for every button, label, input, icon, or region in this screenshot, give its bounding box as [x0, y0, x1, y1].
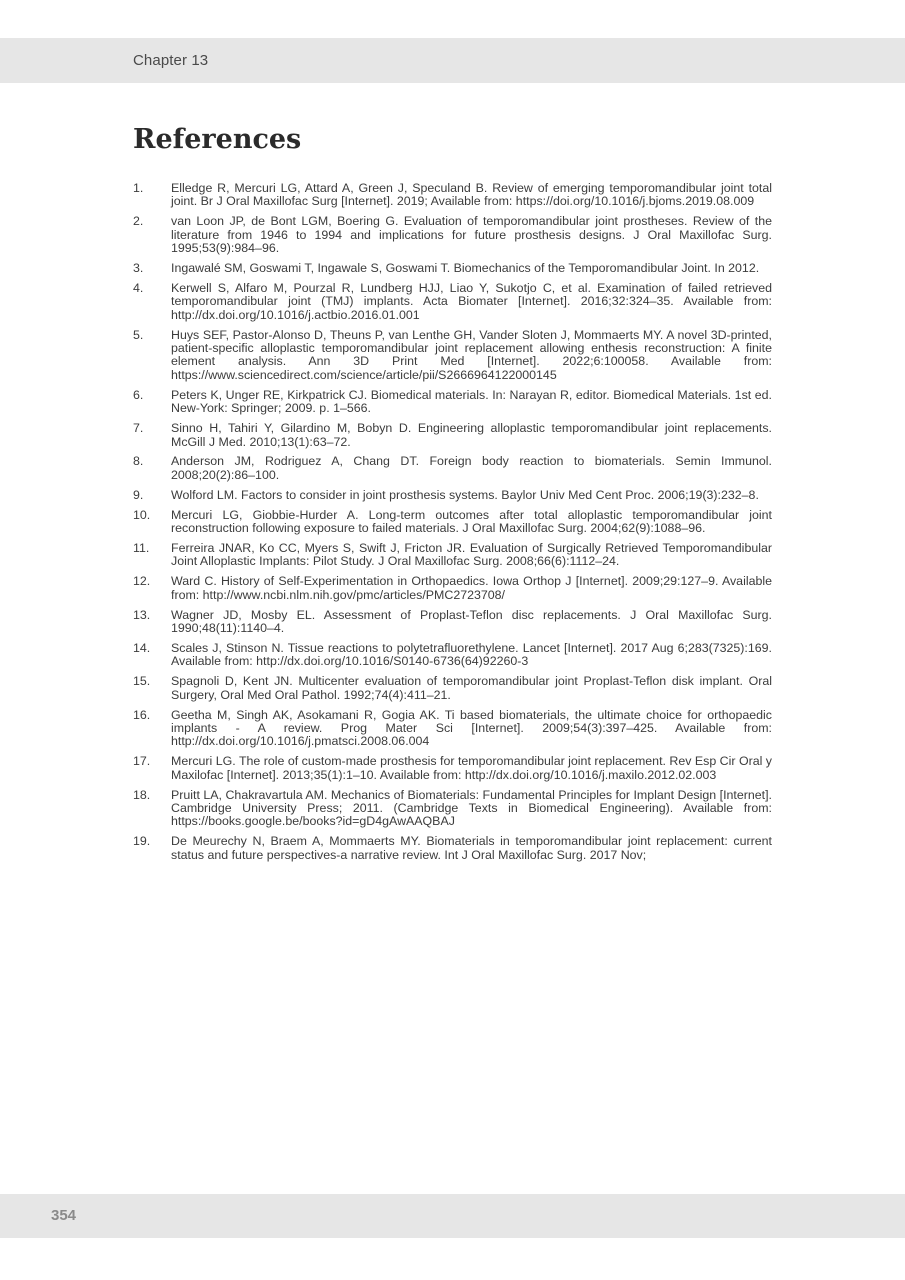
reference-item: [133, 575, 772, 602]
reference-text: Spagnoli D, Kent JN. Multicenter evaluation of temporomandibular joint Proplast-Teflon disk implant. Oral Surgery, Oral Med Oral Pathol. 1992;74(4):411–21.: [171, 674, 772, 702]
reference-number: 5.: [133, 327, 144, 342]
page-footer: [0, 1194, 905, 1238]
reference-number: 8.: [133, 454, 144, 469]
reference-item: [133, 489, 772, 502]
reference-text: Ward C. History of Self-Experimentation in Orthopaedics. Iowa Orthop J [Internet]. 2009;29:127–9. Available from: http://www.ncbi.nlm.nih.gov/pmc/articles/PMC2723708/: [171, 574, 772, 602]
reference-number: 12.: [133, 574, 151, 589]
reference-item: [133, 755, 772, 782]
reference-item: [133, 835, 772, 862]
reference-text: Ferreira JNAR, Ko CC, Myers S, Swift J, Fricton JR. Evaluation of Surgically Retrieved Temporomandibular Joint Alloplastic Implants: Pilot Study. J Oral Maxillofac Surg. 2008;66(6):1112–24.: [171, 540, 772, 569]
reference-text: Sinno H, Tahiri Y, Gilardino M, Bobyn D. Engineering alloplastic temporomandibular joint replacements. McGill J Med. 2010;13(1):63–72.: [171, 421, 772, 449]
reference-item: [133, 422, 772, 449]
reference-item: [133, 262, 772, 275]
reference-number: 6.: [133, 387, 144, 402]
reference-text: Pruitt LA, Chakravartula AM. Mechanics of Biomaterials: Fundamental Principles for Implant Design [Internet]. Cambridge University Press; 2011. (Cambridge Texts in Biomedical Engineering). Available from: https://books.google.be/books?id=gD4gAwAAQBAJ: [171, 787, 772, 829]
reference-text: Anderson JM, Rodriguez A, Chang DT. Foreign body reaction to biomaterials. Semin Immunol. 2008;20(2):86–100.: [171, 454, 772, 482]
reference-item: [133, 542, 772, 569]
reference-text: van Loon JP, de Bont LGM, Boering G. Evaluation of temporomandibular joint prostheses. Review of the literature from 1946 to 1994 and implications for future prosthesis designs. J Oral Maxillofac Surg. 1995;53(9):984–96.: [171, 214, 772, 256]
reference-number: 9.: [133, 487, 144, 502]
reference-number: 2.: [133, 214, 144, 229]
reference-item: [133, 609, 772, 636]
reference-number: 11.: [133, 540, 150, 555]
reference-number: 7.: [133, 421, 144, 436]
reference-number: 16.: [133, 707, 151, 722]
reference-text: Geetha M, Singh AK, Asokamani R, Gogia AK. Ti based biomaterials, the ultimate choice for orthopaedic implants - A review. Prog Mater Sci [Internet]. 2009;54(3):397–425. Available from: http://dx.doi.org/10.1016/j.pmatsci.2008.06.004: [171, 707, 772, 749]
reference-list: [133, 182, 772, 869]
reference-text: Huys SEF, Pastor-Alonso D, Theuns P, van Lenthe GH, Vander Sloten J, Mommaerts MY. A novel 3D-printed, patient-specific alloplastic temporomandibular joint replacement allowing enthesis reconstruction: A finite element analysis. Ann 3D Print Med [Internet]. 2022;6:100058. Available from: https://www.sciencedirect.com/science/article/pii/S2666964122000145: [171, 327, 772, 382]
reference-text: Ingawalé SM, Goswami T, Ingawale S, Goswami T. Biomechanics of the Temporomandibular Joint. In 2012.: [171, 261, 760, 276]
chapter-label: Chapter 13: [133, 52, 209, 69]
reference-text: Scales J, Stinson N. Tissue reactions to polytetrafluorethylene. Lancet [Internet]. 2017 Aug 6;283(7325):169. Available from: http://dx.doi.org/10.1016/S0140-6736(64)92260-3: [171, 640, 772, 669]
reference-number: 15.: [133, 674, 151, 689]
reference-item: [133, 329, 772, 383]
page-title: References: [133, 124, 302, 155]
reference-item: [133, 509, 772, 536]
reference-number: 14.: [133, 640, 151, 655]
reference-number: 1.: [133, 181, 144, 195]
reference-text: Kerwell S, Alfaro M, Pourzal R, Lundberg HJJ, Liao Y, Sukotjo C, et al. Examination of failed retrieved temporomandibular joint (TMJ) implants. Acta Biomater [Internet]. 2016;32:324–35. Available from: http://dx.doi.org/10.1016/j.actbio.2016.01.001: [171, 280, 772, 322]
reference-number: 4.: [133, 280, 144, 295]
reference-number: 13.: [133, 607, 151, 622]
reference-text: Elledge R, Mercuri LG, Attard A, Green J, Speculand B. Review of emerging temporomandibular joint total joint. Br J Oral Maxillofac Surg [Internet]. 2019; Available from: https://doi.org/10.1016/j.bjoms.2019.08.009: [171, 181, 772, 209]
reference-item: [133, 642, 772, 669]
reference-text: Wagner JD, Mosby EL. Assessment of Proplast-Teflon disc replacements. J Oral Maxillofac Surg. 1990;48(11):1140–4.: [171, 607, 772, 635]
reference-item: [133, 455, 772, 482]
reference-text: Mercuri LG. The role of custom-made prosthesis for temporomandibular joint replacement. Rev Esp Cir Oral y Maxilofac [Internet]. 2013;35(1):1–10. Available from: http://dx.doi.org/10.1016/j.maxilo.2012.02.003: [171, 754, 772, 782]
reference-number: 3.: [133, 261, 144, 276]
reference-text: Wolford LM. Factors to consider in joint prosthesis systems. Baylor Univ Med Cent Proc. 2006;19(3):232–8.: [171, 487, 759, 502]
page-number: 354: [51, 1207, 77, 1224]
reference-text: Mercuri LG, Giobbie-Hurder A. Long-term outcomes after total alloplastic temporomandibular joint reconstruction following exposure to failed materials. J Oral Maxillofac Surg. 2004;62(9):1088–96.: [171, 507, 772, 536]
reference-text: Peters K, Unger RE, Kirkpatrick CJ. Biomedical materials. In: Narayan R, editor. Biomedical Materials. 1st ed. New-York: Springer; 2009. p. 1–566.: [171, 387, 772, 416]
reference-number: 17.: [133, 754, 151, 769]
reference-item: [133, 789, 772, 829]
reference-number: 18.: [133, 787, 151, 802]
page-header: [0, 38, 905, 83]
reference-item: [133, 675, 772, 702]
reference-item: [133, 182, 772, 209]
reference-number: 10.: [133, 507, 151, 522]
reference-item: [133, 709, 772, 749]
reference-item: [133, 282, 772, 322]
reference-text: De Meurechy N, Braem A, Mommaerts MY. Biomaterials in temporomandibular joint replacement: current status and future perspectives-a narrative review. Int J Oral Maxillofac Surg. 2017 Nov;: [171, 834, 772, 862]
reference-item: [133, 389, 772, 416]
reference-number: 19.: [133, 834, 151, 849]
reference-item: [133, 215, 772, 255]
